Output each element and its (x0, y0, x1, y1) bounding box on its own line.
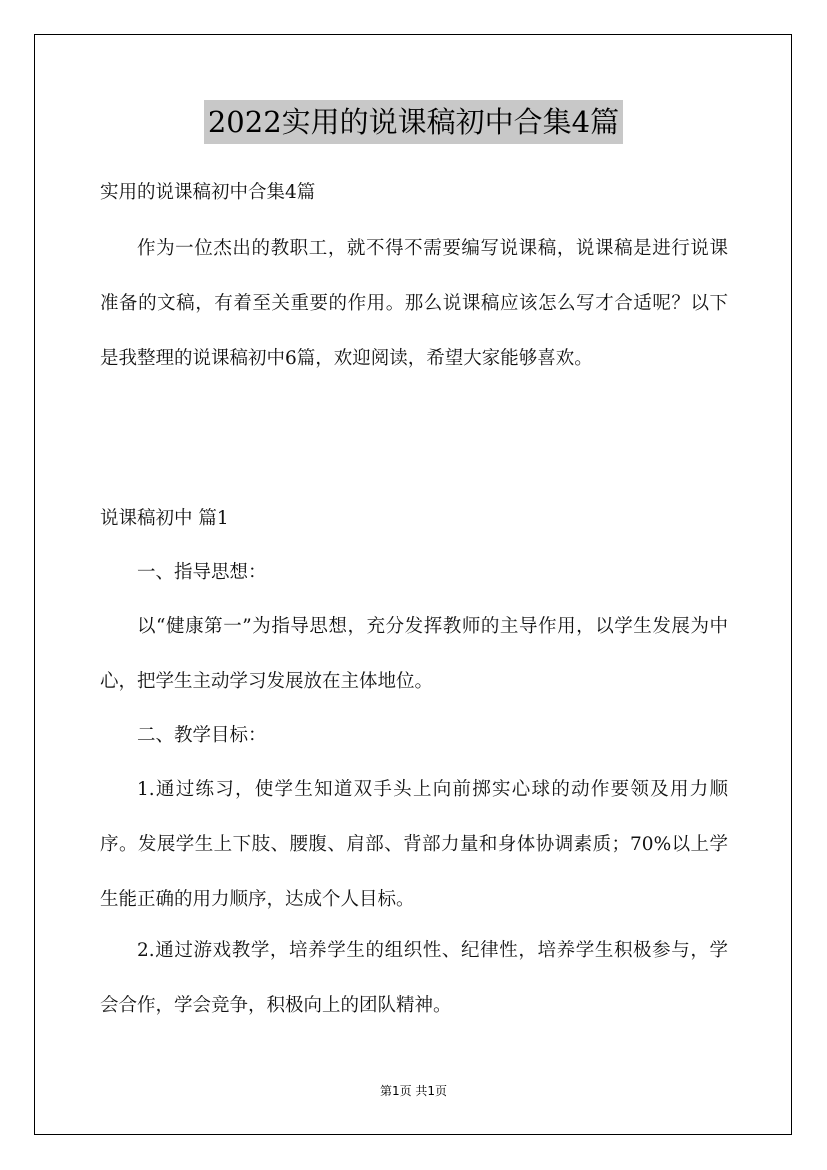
section-heading: 说课稿初中 篇1 (100, 508, 229, 529)
goal-2-paragraph: 2.通过游戏教学，培养学生的组织性、纪律性，培养学生积极参与，学会合作，学会竞争，积极向上的团队精神。 (100, 940, 728, 1016)
heading-guiding-thought: 一、指导思想： (137, 562, 267, 583)
document-subtitle: 实用的说课稿初中合集4篇 (100, 182, 316, 203)
heading-teaching-goals: 二、教学目标： (137, 725, 267, 746)
goal-1-paragraph: 1.通过练习，使学生知道双手头上向前掷实心球的动作要领及用力顺序。发展学生上下肢、腰腹、肩部、背部力量和身体协调素质；70%以上学生能正确的用力顺序，达成个人目标。 (100, 779, 728, 910)
title-container (0, 100, 827, 144)
page-footer: 第1页 共1页 (379, 1084, 448, 1098)
document-title: 2022实用的说课稿初中合集4篇 (204, 100, 623, 144)
intro-paragraph: 作为一位杰出的教职工，就不得不需要编写说课稿，说课稿是进行说课准备的文稿，有着至关重要的作用。那么说课稿应该怎么写才合适呢？以下是我整理的说课稿初中6篇，欢迎阅读，希望大家能够喜欢。 (100, 238, 728, 369)
guiding-thought-paragraph: 以“健康第一”为指导思想，充分发挥教师的主导作用，以学生发展为中心，把学生主动学习发展放在主体地位。 (100, 616, 728, 692)
